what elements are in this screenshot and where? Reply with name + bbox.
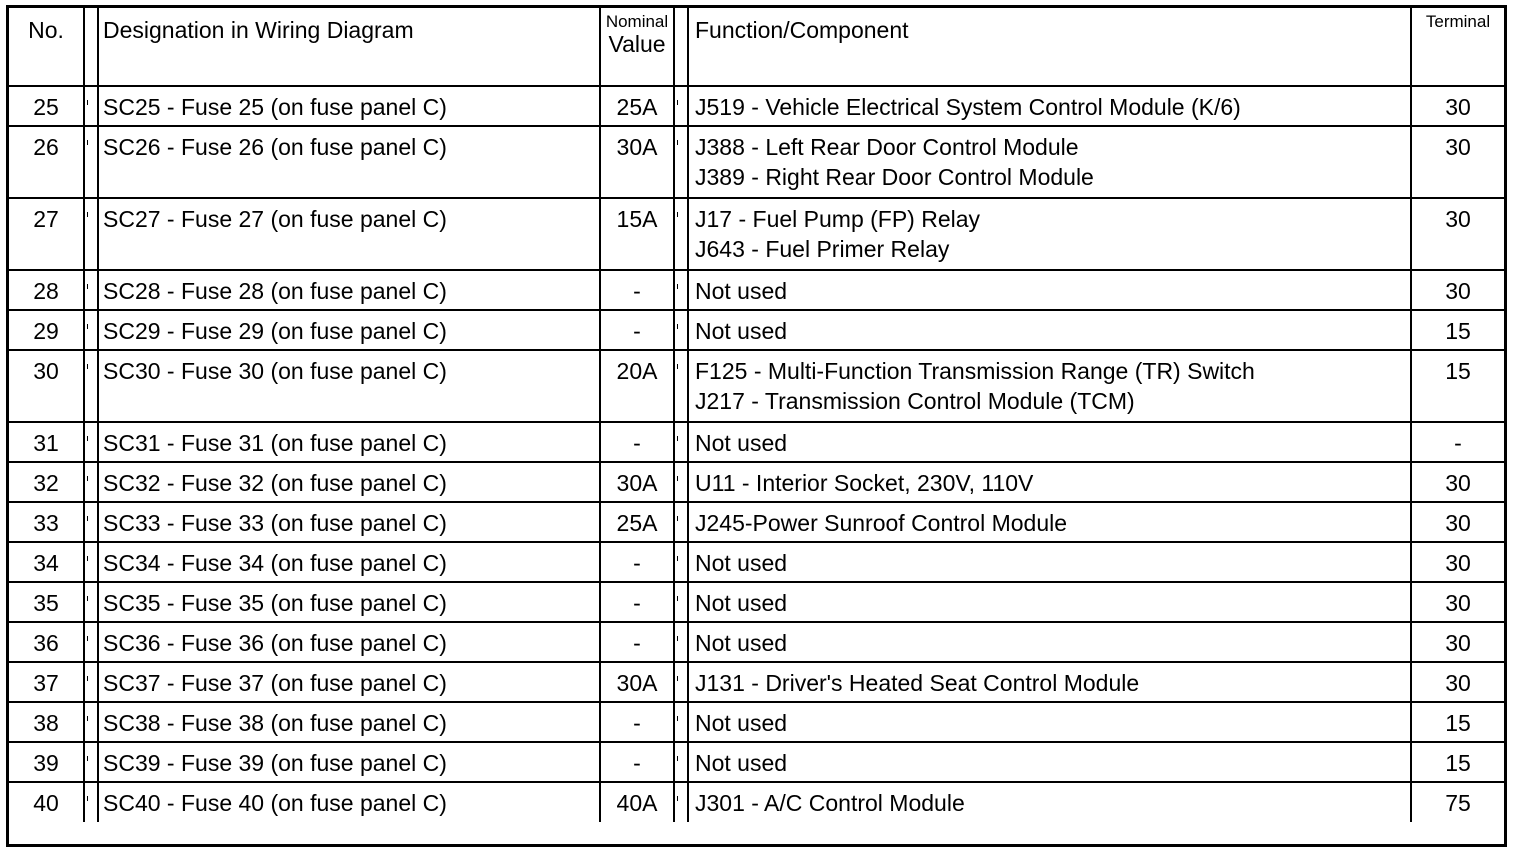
tick-mark [677,364,678,369]
header-nominal-label: Nominal [605,12,669,31]
row-spacer [674,126,688,198]
fuse-table [9,8,1504,822]
row-number: 40 [33,790,59,816]
row-nominal-value: - [600,270,674,310]
row-terminal: 30 [1411,542,1504,582]
table-row [9,662,1504,702]
function-line: J17 - Fuel Pump (FP) Relay [695,206,981,232]
row-number: 39 [9,742,84,782]
row-number: 32 [9,462,84,502]
tick-mark [677,476,678,481]
row-terminal: 30 [1411,582,1504,622]
table-row [9,782,1504,822]
table-row [9,198,1504,270]
row-spacer [674,782,688,822]
row-function [688,350,1411,422]
row-number: 28 [9,270,84,310]
row-terminal: 30 [1411,662,1504,702]
tick-mark [677,212,678,217]
header-terminal [1411,8,1504,86]
row-terminal: 30 [1411,198,1504,270]
table-row [9,502,1504,542]
row-number: 31 [9,422,84,462]
table-header-row [9,8,1504,86]
tick-mark [87,596,88,601]
row-function [688,702,1411,742]
row-function [688,622,1411,662]
row-function [688,422,1411,462]
row-designation: SC31 - Fuse 31 (on fuse panel C) [98,422,600,462]
row-spacer [674,86,688,126]
tick-mark [677,716,678,721]
row-designation: SC28 - Fuse 28 (on fuse panel C) [98,270,600,310]
row-terminal: 30 [1411,270,1504,310]
row-spacer [674,462,688,502]
row-nominal-value: 30A [600,662,674,702]
tick-mark [677,436,678,441]
row-spacer [674,270,688,310]
function-line: Not used [695,430,788,456]
row-designation: SC32 - Fuse 32 (on fuse panel C) [98,462,600,502]
header-designation: Designation in Wiring Diagram [98,8,600,86]
tick-mark [677,516,678,521]
row-spacer [674,582,688,622]
table-row [9,702,1504,742]
function-line: Not used [695,590,788,616]
row-number: 36 [9,622,84,662]
row-terminal: 30 [1411,502,1504,542]
tick-mark [677,756,678,761]
header-value-label: Value [608,31,666,57]
row-designation: SC26 - Fuse 26 (on fuse panel C) [98,126,600,198]
row-function [688,198,1411,270]
row-designation: SC34 - Fuse 34 (on fuse panel C) [98,542,600,582]
row-function [688,662,1411,702]
row-terminal: 30 [1411,86,1504,126]
row-nominal-value: - [600,542,674,582]
row-spacer [84,462,98,502]
function-line: Not used [695,278,788,304]
row-spacer [674,542,688,582]
function-line: J643 - Fuel Primer Relay [695,236,950,262]
table-row [9,350,1504,422]
function-line: J217 - Transmission Control Module (TCM) [695,388,1135,414]
row-nominal-value: - [600,742,674,782]
tick-mark [677,284,678,289]
row-number: 29 [9,310,84,350]
row-terminal: 15 [1411,310,1504,350]
row-spacer [84,86,98,126]
row-designation: SC35 - Fuse 35 (on fuse panel C) [98,582,600,622]
row-number: 25 [9,86,84,126]
header-no: No. [9,8,84,86]
row-nominal-value: 15A [600,198,674,270]
function-line: F125 - Multi-Function Transmission Range (TR) Switch [695,358,1255,384]
tick-mark [87,140,88,145]
row-nominal-value: 25A [600,502,674,542]
row-spacer [674,198,688,270]
tick-mark [87,284,88,289]
tick-mark [87,556,88,561]
tick-mark [677,100,678,105]
function-line: J301 - A/C Control Module [695,790,965,816]
row-designation: SC25 - Fuse 25 (on fuse panel C) [98,86,600,126]
row-function [688,582,1411,622]
row-designation: SC40 - Fuse 40 (on fuse panel C) [98,782,600,822]
function-line: J388 - Left Rear Door Control Module [695,134,1079,160]
row-spacer [84,310,98,350]
row-designation: SC30 - Fuse 30 (on fuse panel C) [98,350,600,422]
header-spacer [84,8,98,86]
function-line: J131 - Driver's Heated Seat Control Module [695,670,1140,696]
function-line: J519 - Vehicle Electrical System Control Module (K/6) [695,94,1241,120]
row-designation: SC39 - Fuse 39 (on fuse panel C) [98,742,600,782]
row-nominal-value: 25A [600,86,674,126]
row-spacer [84,662,98,702]
row-spacer [674,742,688,782]
table-row [9,126,1504,198]
row-number: 37 [9,662,84,702]
tick-mark [677,636,678,641]
row-designation: SC38 - Fuse 38 (on fuse panel C) [98,702,600,742]
header-function: Function/Component [688,8,1411,86]
row-function [688,310,1411,350]
tick-mark [677,324,678,329]
row-spacer [84,502,98,542]
row-terminal: - [1411,422,1504,462]
row-spacer [674,350,688,422]
row-nominal-value: - [600,622,674,662]
function-line: Not used [695,550,788,576]
row-spacer [674,502,688,542]
row-spacer [84,270,98,310]
row-designation: SC29 - Fuse 29 (on fuse panel C) [98,310,600,350]
row-spacer [84,782,98,822]
row-spacer [674,310,688,350]
row-spacer [84,622,98,662]
function-line: Not used [695,630,788,656]
row-function [688,270,1411,310]
tick-mark [87,324,88,329]
row-number: 33 [9,502,84,542]
row-number: 34 [9,542,84,582]
table-row [9,542,1504,582]
table-row [9,622,1504,662]
tick-mark [87,716,88,721]
tick-mark [87,100,88,105]
row-spacer [84,742,98,782]
tick-mark [87,436,88,441]
row-spacer [674,622,688,662]
row-nominal-value: 20A [600,350,674,422]
row-function [688,542,1411,582]
header-nominal-value [600,8,674,86]
row-terminal: 30 [1411,126,1504,198]
row-number: 38 [9,702,84,742]
header-spacer [674,8,688,86]
header-terminal-label: Terminal [1425,12,1491,31]
row-nominal-value: - [600,310,674,350]
row-designation: SC36 - Fuse 36 (on fuse panel C) [98,622,600,662]
row-spacer [674,422,688,462]
row-number: 27 [9,198,84,270]
function-line: Not used [695,750,788,776]
row-function [688,462,1411,502]
row-function [688,782,1411,822]
table-row [9,270,1504,310]
row-number: 35 [9,582,84,622]
row-terminal: 15 [1411,702,1504,742]
row-function [688,126,1411,198]
row-spacer [84,542,98,582]
row-nominal-value: 30A [600,126,674,198]
row-number: 30 [9,350,84,422]
row-terminal: 15 [1411,742,1504,782]
tick-mark [87,476,88,481]
table-row [9,742,1504,782]
tick-mark [87,212,88,217]
row-terminal: 30 [1411,622,1504,662]
function-line: U11 - Interior Socket, 230V, 110V [695,470,1034,496]
row-designation: SC37 - Fuse 37 (on fuse panel C) [98,662,600,702]
function-line: Not used [695,710,788,736]
row-spacer [674,702,688,742]
tick-mark [677,556,678,561]
row-function [688,502,1411,542]
row-spacer [84,126,98,198]
row-nominal-value: - [600,582,674,622]
row-function [688,742,1411,782]
row-function [688,86,1411,126]
row-terminal: 75 [1411,782,1504,822]
row-nominal-value: 40A [600,782,674,822]
row-nominal-value: 30A [600,462,674,502]
row-spacer [84,422,98,462]
tick-mark [87,636,88,641]
tick-mark [677,796,678,801]
row-terminal: 15 [1411,350,1504,422]
tick-mark [87,516,88,521]
table-row [9,310,1504,350]
tick-mark [87,676,88,681]
row-spacer [84,702,98,742]
row-designation: SC27 - Fuse 27 (on fuse panel C) [98,198,600,270]
table-row [9,462,1504,502]
table-row [9,86,1504,126]
row-nominal-value: - [600,422,674,462]
function-line: Not used [695,318,788,344]
tick-mark [677,596,678,601]
tick-mark [87,364,88,369]
tick-mark [677,676,678,681]
table-row [9,422,1504,462]
fuse-table-frame [6,5,1507,847]
tick-mark [677,140,678,145]
function-line: J245-Power Sunroof Control Module [695,510,1068,536]
row-nominal-value: - [600,702,674,742]
row-terminal: 30 [1411,462,1504,502]
row-spacer [84,198,98,270]
row-spacer [84,582,98,622]
row-spacer [674,662,688,702]
table-row [9,582,1504,622]
row-number: 26 [9,126,84,198]
row-designation: SC33 - Fuse 33 (on fuse panel C) [98,502,600,542]
function-line: J389 - Right Rear Door Control Module [695,164,1094,190]
tick-mark [87,756,88,761]
tick-mark [87,796,88,801]
row-spacer [84,350,98,422]
